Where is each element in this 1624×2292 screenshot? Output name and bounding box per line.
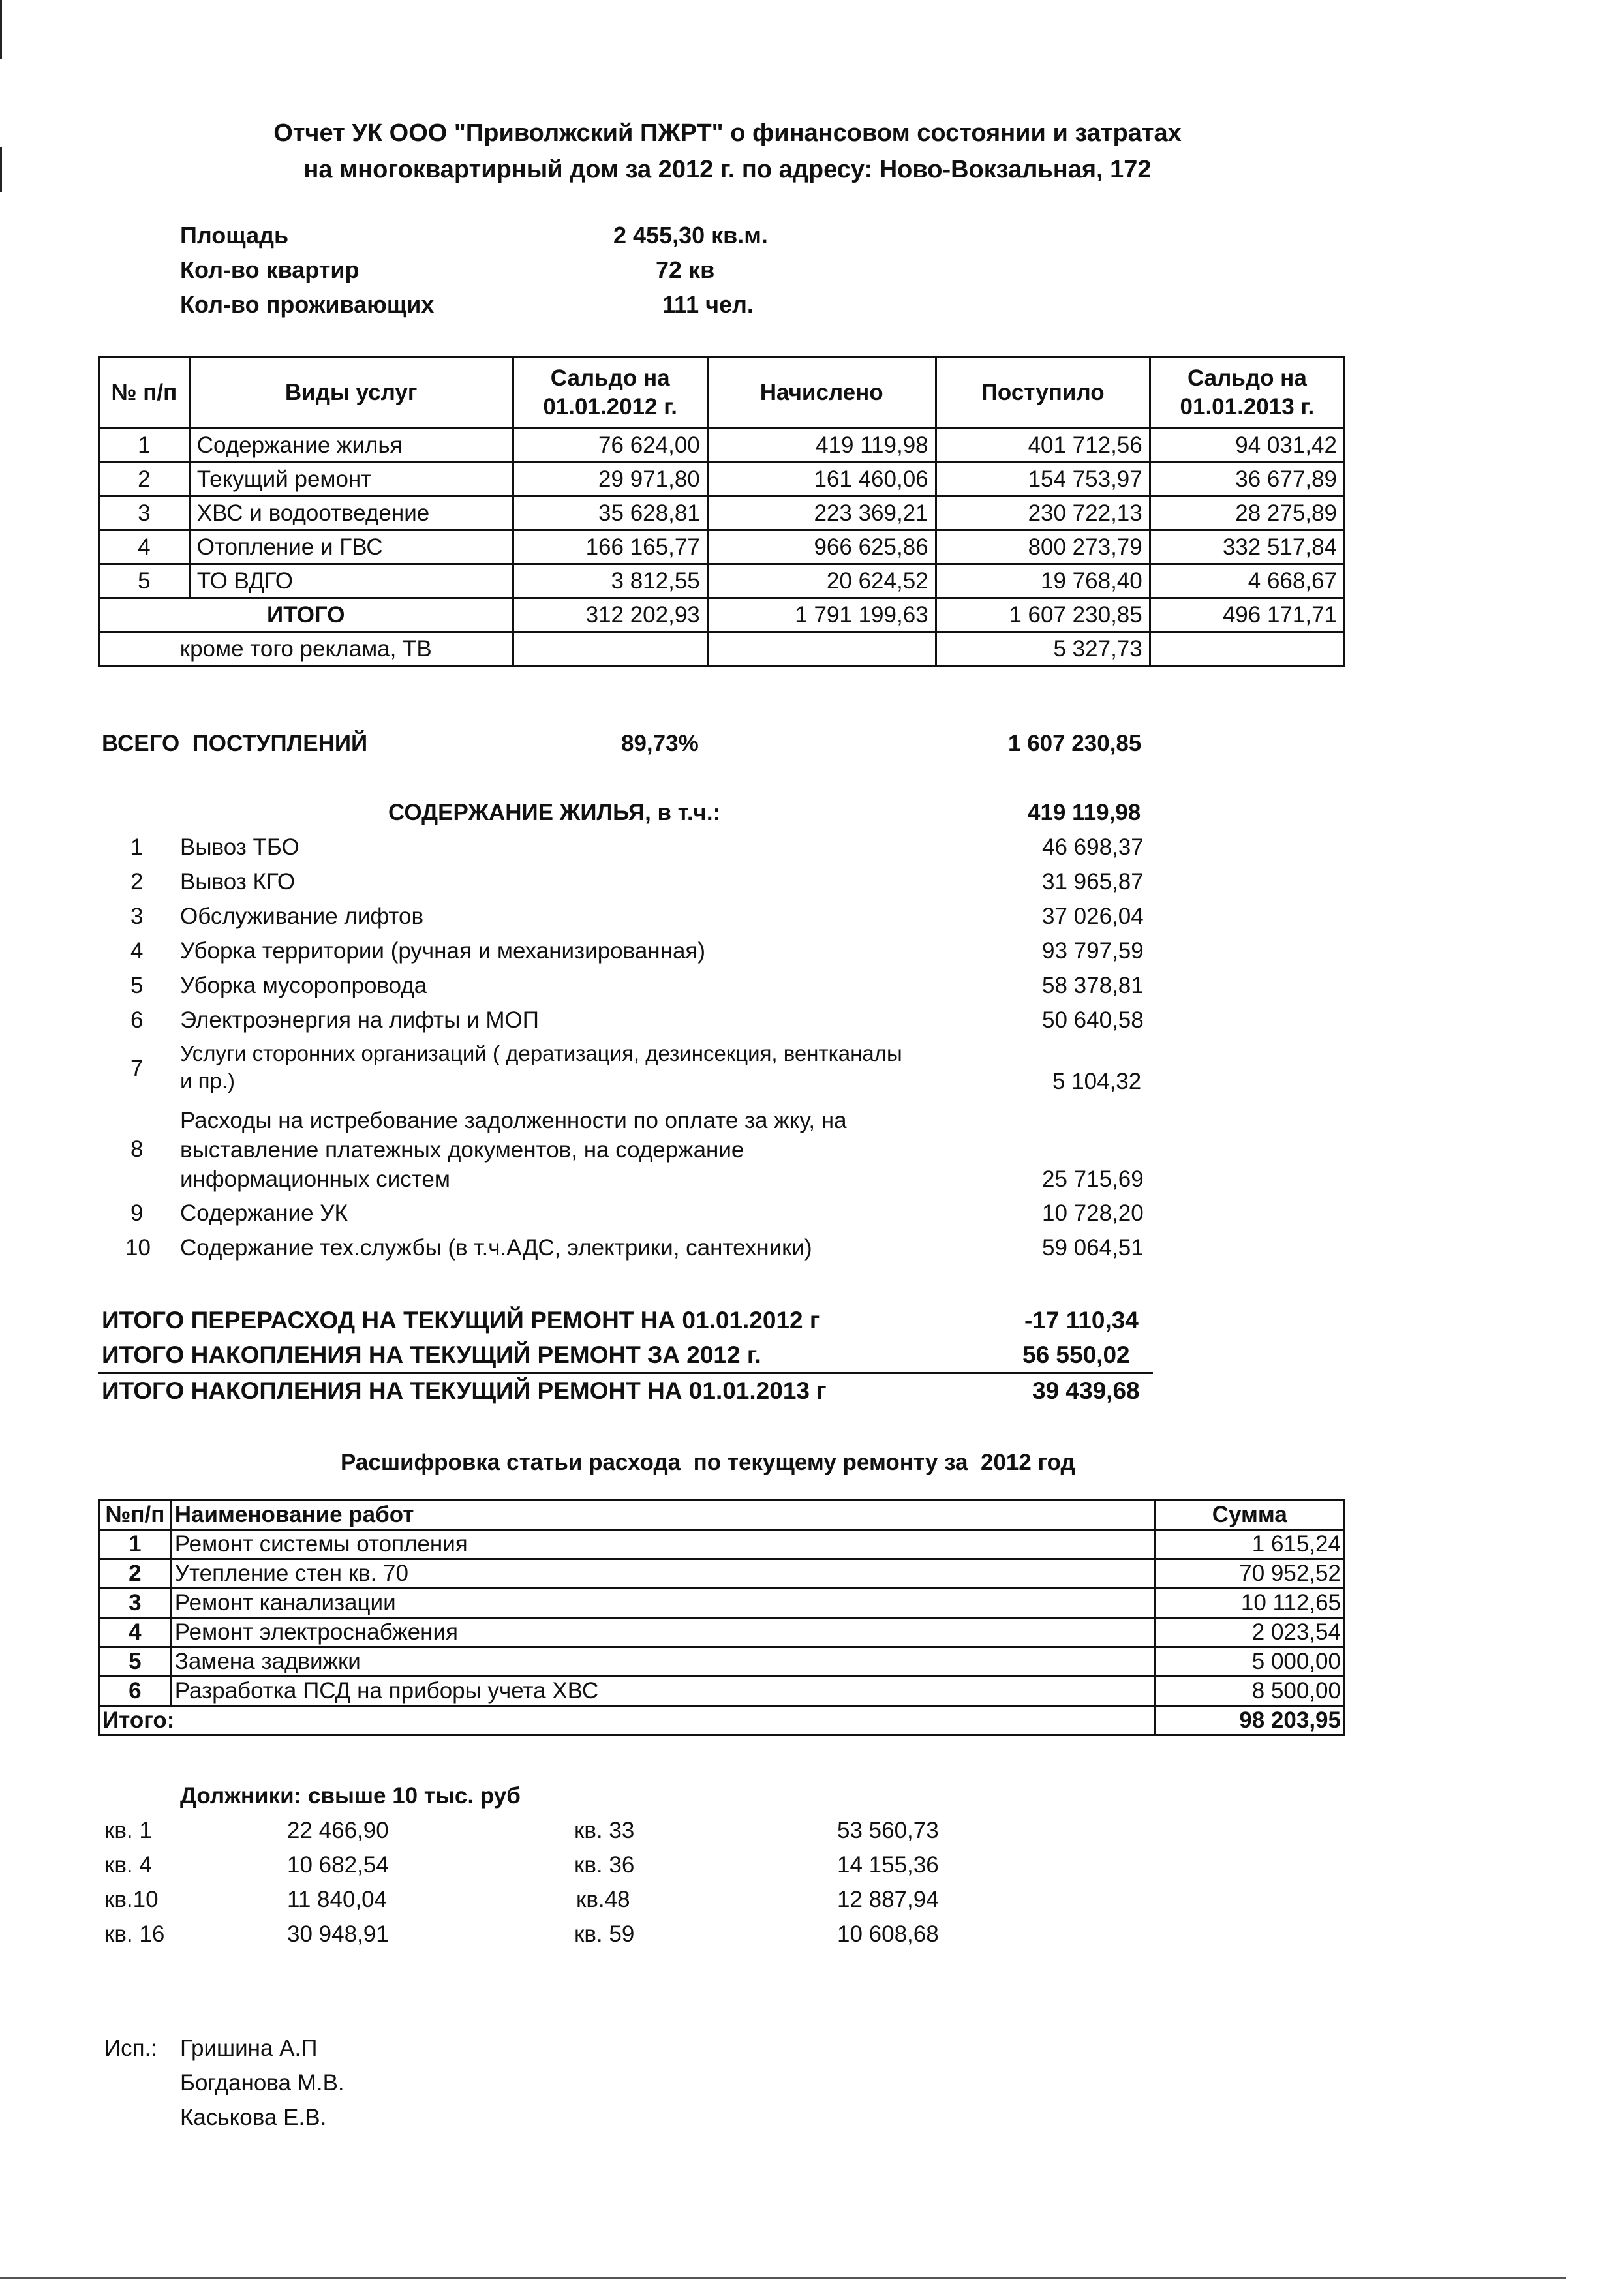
info-label: Кол-во проживающих: [180, 291, 435, 318]
debtor-amount: 22 466,90: [287, 1818, 389, 1843]
table-row: [99, 497, 1345, 530]
repair-summary-value: -17 110,34: [1024, 1307, 1139, 1334]
cell-balance-2012: 166 165,77: [513, 530, 707, 564]
info-value: 2 455,30 кв.м.: [613, 222, 768, 249]
cell-service: Текущий ремонт: [189, 463, 513, 497]
item-number: 3: [130, 904, 144, 929]
executor-name: Богданова М.В.: [180, 2070, 345, 2096]
repair-table: [98, 1499, 1345, 1736]
cell-balance-2013: 332 517,84: [1150, 530, 1344, 564]
item-value: 46 698,37: [1042, 834, 1144, 860]
repair-summary-label: ИТОГО ПЕРЕРАСХОД НА ТЕКУЩИЙ РЕМОНТ НА 01.01.2012 г: [102, 1307, 820, 1334]
total-label: Итого:: [99, 1706, 1156, 1735]
item-number: 4: [130, 938, 144, 964]
cell-sum: 10 112,65: [1155, 1589, 1344, 1618]
cell-received: 800 273,79: [936, 530, 1150, 564]
cell-received: 154 753,97: [936, 463, 1150, 497]
executors-label: Исп.:: [104, 2036, 158, 2061]
cell-sum: 5 000,00: [1155, 1647, 1344, 1677]
total-received: 1 607 230,85: [936, 598, 1150, 632]
receipts-percent: 89,73%: [621, 731, 699, 756]
debtor-apartment: кв. 59: [574, 1921, 635, 1947]
cell-number: 4: [99, 1618, 172, 1647]
cell-work: Разработка ПСД на приборы учета ХВС: [171, 1677, 1155, 1706]
col-header: Начислено: [707, 357, 936, 429]
title-line-2: на многоквартирный дом за 2012 г. по адресу: Ново-Вокзальная, 172: [303, 156, 1152, 183]
info-value: 72 кв: [656, 256, 715, 283]
cell-balance-2013: 28 275,89: [1150, 497, 1344, 530]
cell-received: 401 712,56: [936, 429, 1150, 463]
item-value: 93 797,59: [1042, 938, 1144, 964]
col-header: Наименование работ: [171, 1501, 1155, 1530]
cell-balance-2013: 94 031,42: [1150, 429, 1344, 463]
item-number: 8: [130, 1137, 144, 1162]
item-number: 10: [125, 1235, 151, 1261]
housing-total: 419 119,98: [1028, 800, 1141, 825]
item-name: Обслуживание лифтов: [180, 904, 424, 929]
debtor-amount: 10 682,54: [287, 1852, 389, 1878]
col-header: [1150, 357, 1344, 429]
table-row: [99, 1647, 1345, 1677]
cell-charged: 161 460,06: [707, 463, 936, 497]
repair-summary-value: 56 550,02: [1022, 1341, 1130, 1368]
cell-sum: 1 615,24: [1155, 1530, 1344, 1559]
table-total-row: [99, 1706, 1345, 1735]
debtor-amount: 14 155,36: [837, 1852, 939, 1878]
cell-number: 4: [99, 530, 190, 564]
debtor-apartment: кв. 33: [574, 1818, 635, 1843]
extra-label: кроме того реклама, ТВ: [99, 632, 513, 666]
col-header: Виды услуг: [189, 357, 513, 429]
info-label: Площадь: [180, 222, 289, 249]
total-balance-2013: 496 171,71: [1150, 598, 1344, 632]
cell-sum: 70 952,52: [1155, 1559, 1344, 1589]
cell-received: 19 768,40: [936, 564, 1150, 598]
debtor-apartment: кв.48: [576, 1887, 630, 1912]
item-name: Уборка мусоропровода: [180, 973, 427, 998]
item-value: 58 378,81: [1042, 973, 1144, 998]
cell-number: 3: [99, 1589, 172, 1618]
table-row: [99, 1530, 1345, 1559]
total-sum: 98 203,95: [1155, 1706, 1344, 1735]
table-total-row: [99, 598, 1345, 632]
table-row: [99, 564, 1345, 598]
table-row: [99, 1618, 1345, 1647]
debtor-apartment: кв. 4: [104, 1852, 152, 1878]
cell-service: ХВС и водоотведение: [189, 497, 513, 530]
cell-sum: 8 500,00: [1155, 1677, 1344, 1706]
cell-work: Ремонт электроснабжения: [171, 1618, 1155, 1647]
debtor-apartment: кв. 36: [574, 1852, 635, 1878]
cell-charged: 966 625,86: [707, 530, 936, 564]
col-header-text: Сальдо на 01.01.2013 г.: [1180, 365, 1315, 420]
cell-balance-2013: 4 668,67: [1150, 564, 1344, 598]
cell-charged: 223 369,21: [707, 497, 936, 530]
item-number: 6: [130, 1007, 144, 1033]
title-line-1: Отчет УК ООО "Приволжский ПЖРТ" о финансовом состоянии и затратах: [273, 119, 1182, 147]
empty-cell: [707, 632, 936, 666]
item-name: информационных систем: [180, 1167, 450, 1192]
repair-breakdown-title: Расшифровка статьи расхода по текущему ремонту за 2012 год: [341, 1450, 1075, 1475]
cell-work: Ремонт системы отопления: [171, 1530, 1155, 1559]
receipts-label: ВСЕГО ПОСТУПЛЕНИЙ: [102, 731, 368, 756]
item-number: 9: [130, 1200, 144, 1226]
table-row: [99, 530, 1345, 564]
cell-received: 230 722,13: [936, 497, 1150, 530]
empty-cell: [1150, 632, 1344, 666]
table-row: [99, 1589, 1345, 1618]
cell-balance-2013: 36 677,89: [1150, 463, 1344, 497]
item-name: и пр.): [180, 1069, 235, 1093]
debtor-amount: 11 840,04: [287, 1887, 388, 1912]
col-header: Сумма: [1155, 1501, 1344, 1530]
cell-service: ТО ВДГО: [189, 564, 513, 598]
col-header-text: Сальдо на 01.01.2012 г.: [543, 365, 678, 420]
table-extra-row: [99, 632, 1345, 666]
col-header: №п/п: [99, 1501, 172, 1530]
cell-balance-2012: 35 628,81: [513, 497, 707, 530]
item-value: 50 640,58: [1042, 1007, 1144, 1033]
table-row: [99, 429, 1345, 463]
cell-balance-2012: 76 624,00: [513, 429, 707, 463]
item-name: Уборка территории (ручная и механизированная): [180, 938, 706, 964]
debtors-title: Должники: свыше 10 тыс. руб: [180, 1783, 521, 1809]
item-number: 2: [130, 869, 144, 894]
summary-divider: [98, 1372, 1153, 1374]
receipts-value: 1 607 230,85: [1008, 731, 1142, 756]
cell-number: 1: [99, 429, 190, 463]
table-header-row: [99, 357, 1345, 429]
cell-number: 3: [99, 497, 190, 530]
scan-bottom-line: [0, 2277, 1566, 2279]
cell-number: 5: [99, 564, 190, 598]
debtor-apartment: кв. 1: [104, 1818, 152, 1843]
item-number: 5: [130, 973, 144, 998]
cell-balance-2012: 29 971,80: [513, 463, 707, 497]
total-balance-2012: 312 202,93: [513, 598, 707, 632]
item-name: Услуги сторонних организаций ( дератизация, дезинсекция, вентканалы: [180, 1041, 902, 1065]
table-row: [99, 1559, 1345, 1589]
housing-title: СОДЕРЖАНИЕ ЖИЛЬЯ, в т.ч.:: [388, 800, 721, 825]
cell-work: Утепление стен кв. 70: [171, 1559, 1155, 1589]
services-table: [98, 356, 1345, 667]
info-label: Кол-во квартир: [180, 256, 360, 283]
item-name: Электроэнергия на лифты и МОП: [180, 1007, 539, 1033]
debtor-amount: 10 608,68: [837, 1921, 939, 1947]
executor-name: Каськова Е.В.: [180, 2105, 327, 2130]
debtor-apartment: кв. 16: [104, 1921, 165, 1947]
cell-number: 2: [99, 1559, 172, 1589]
cell-work: Ремонт канализации: [171, 1589, 1155, 1618]
col-header: Поступило: [936, 357, 1150, 429]
repair-summary-label: ИТОГО НАКОПЛЕНИЯ НА ТЕКУЩИЙ РЕМОНТ ЗА 2012 г.: [102, 1341, 761, 1368]
cell-number: 5: [99, 1647, 172, 1677]
item-name: Вывоз ТБО: [180, 834, 299, 860]
item-value: 59 064,51: [1042, 1235, 1144, 1261]
cell-sum: 2 023,54: [1155, 1618, 1344, 1647]
executor-name: Гришина А.П: [180, 2036, 318, 2061]
cell-charged: 419 119,98: [707, 429, 936, 463]
col-header: [513, 357, 707, 429]
item-name: Расходы на истребование задолженности по оплате за жку, на: [180, 1108, 847, 1133]
extra-received: 5 327,73: [936, 632, 1150, 666]
info-value: 111 чел.: [662, 291, 754, 318]
cell-number: 6: [99, 1677, 172, 1706]
cell-service: Содержание жилья: [189, 429, 513, 463]
debtor-amount: 53 560,73: [837, 1818, 939, 1843]
item-name: Содержание УК: [180, 1200, 348, 1226]
item-number: 1: [130, 834, 144, 860]
table-header-row: [99, 1501, 1345, 1530]
table-row: [99, 463, 1345, 497]
cell-charged: 20 624,52: [707, 564, 936, 598]
item-value: 5 104,32: [1052, 1069, 1142, 1094]
debtor-apartment: кв.10: [104, 1887, 159, 1912]
item-value: 25 715,69: [1042, 1167, 1144, 1192]
item-value: 31 965,87: [1042, 869, 1144, 894]
item-name: Содержание тех.службы (в т.ч.АДС, электрики, сантехники): [180, 1235, 812, 1261]
cell-number: 1: [99, 1530, 172, 1559]
total-label: ИТОГО: [99, 598, 513, 632]
table-row: [99, 1677, 1345, 1706]
debtor-amount: 12 887,94: [837, 1887, 939, 1912]
repair-summary-label: ИТОГО НАКОПЛЕНИЯ НА ТЕКУЩИЙ РЕМОНТ НА 01.01.2013 г: [102, 1377, 827, 1404]
total-charged: 1 791 199,63: [707, 598, 936, 632]
empty-cell: [513, 632, 707, 666]
repair-summary-value: 39 439,68: [1032, 1377, 1140, 1404]
item-name: Вывоз КГО: [180, 869, 296, 894]
cell-service: Отопление и ГВС: [189, 530, 513, 564]
item-name: выставление платежных документов, на содержание: [180, 1137, 744, 1163]
report-title: [0, 115, 1455, 188]
item-value: 37 026,04: [1042, 904, 1144, 929]
item-value: 10 728,20: [1042, 1200, 1144, 1226]
item-number: 7: [130, 1056, 144, 1081]
cell-number: 2: [99, 463, 190, 497]
scan-edge-mark: [0, 0, 2, 59]
debtor-amount: 30 948,91: [287, 1921, 389, 1947]
cell-balance-2012: 3 812,55: [513, 564, 707, 598]
col-header: № п/п: [99, 357, 190, 429]
cell-work: Замена задвижки: [171, 1647, 1155, 1677]
